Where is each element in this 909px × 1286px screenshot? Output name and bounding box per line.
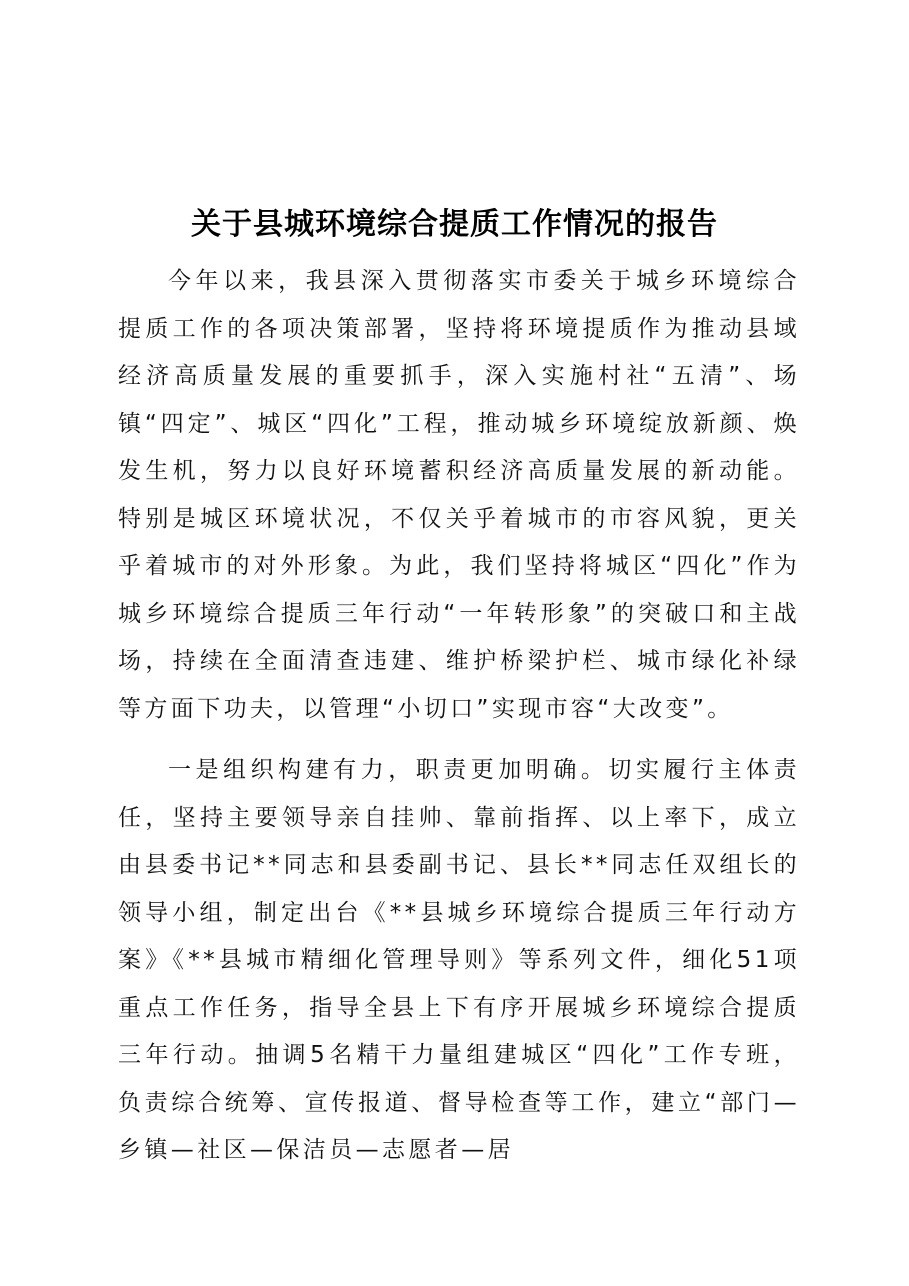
body-paragraph-intro: 今年以来，我县深入贯彻落实市委关于城乡环境综合提质工作的各项决策部署，坚持将环境提质作为推动县域经济高质量发展的重要抓手，深入实施村社“五清”、场镇“四定”、城区“四化”工程，推动城乡环境绽放新颜、焕发生机，努力以良好环境蓄积经济高质量发展的新动能。特别是城区环境状况，不仅关乎着城市的市容风貌，更关乎着城市的对外形象。为此，我们坚持将城区“四化”作为城乡环境综合提质三年行动“一年转形象”的突破口和主战场，持续在全面清查违建、维护桥梁护栏、城市绿化补绿等方面下功夫，以管理“小切口”实现市容“大改变”。 bbox=[118, 268, 800, 722]
document-title: 关于县城环境综合提质工作情况的报告 bbox=[191, 207, 718, 243]
body-paragraph-organization: 一是组织构建有力，职责更加明确。切实履行主体责任，坚持主要领导亲自挂帅、靠前指挥、以上率下，成立由县委书记**同志和县委副书记、县长**同志任双组长的领导小组，制定出台《**县城乡环境综合提质三年行动方案》《**县城市精细化管理导则》等系列文件，细化51项重点工作任务，指导全县上下有序开展城乡环境综合提质三年行动。抽调5名精干力量组建城区“四化”工作专班，负责综合统筹、宣传报道、督导检查等工作，建立“部门—乡镇—社区—保洁员—志愿者—居 bbox=[118, 757, 800, 1163]
